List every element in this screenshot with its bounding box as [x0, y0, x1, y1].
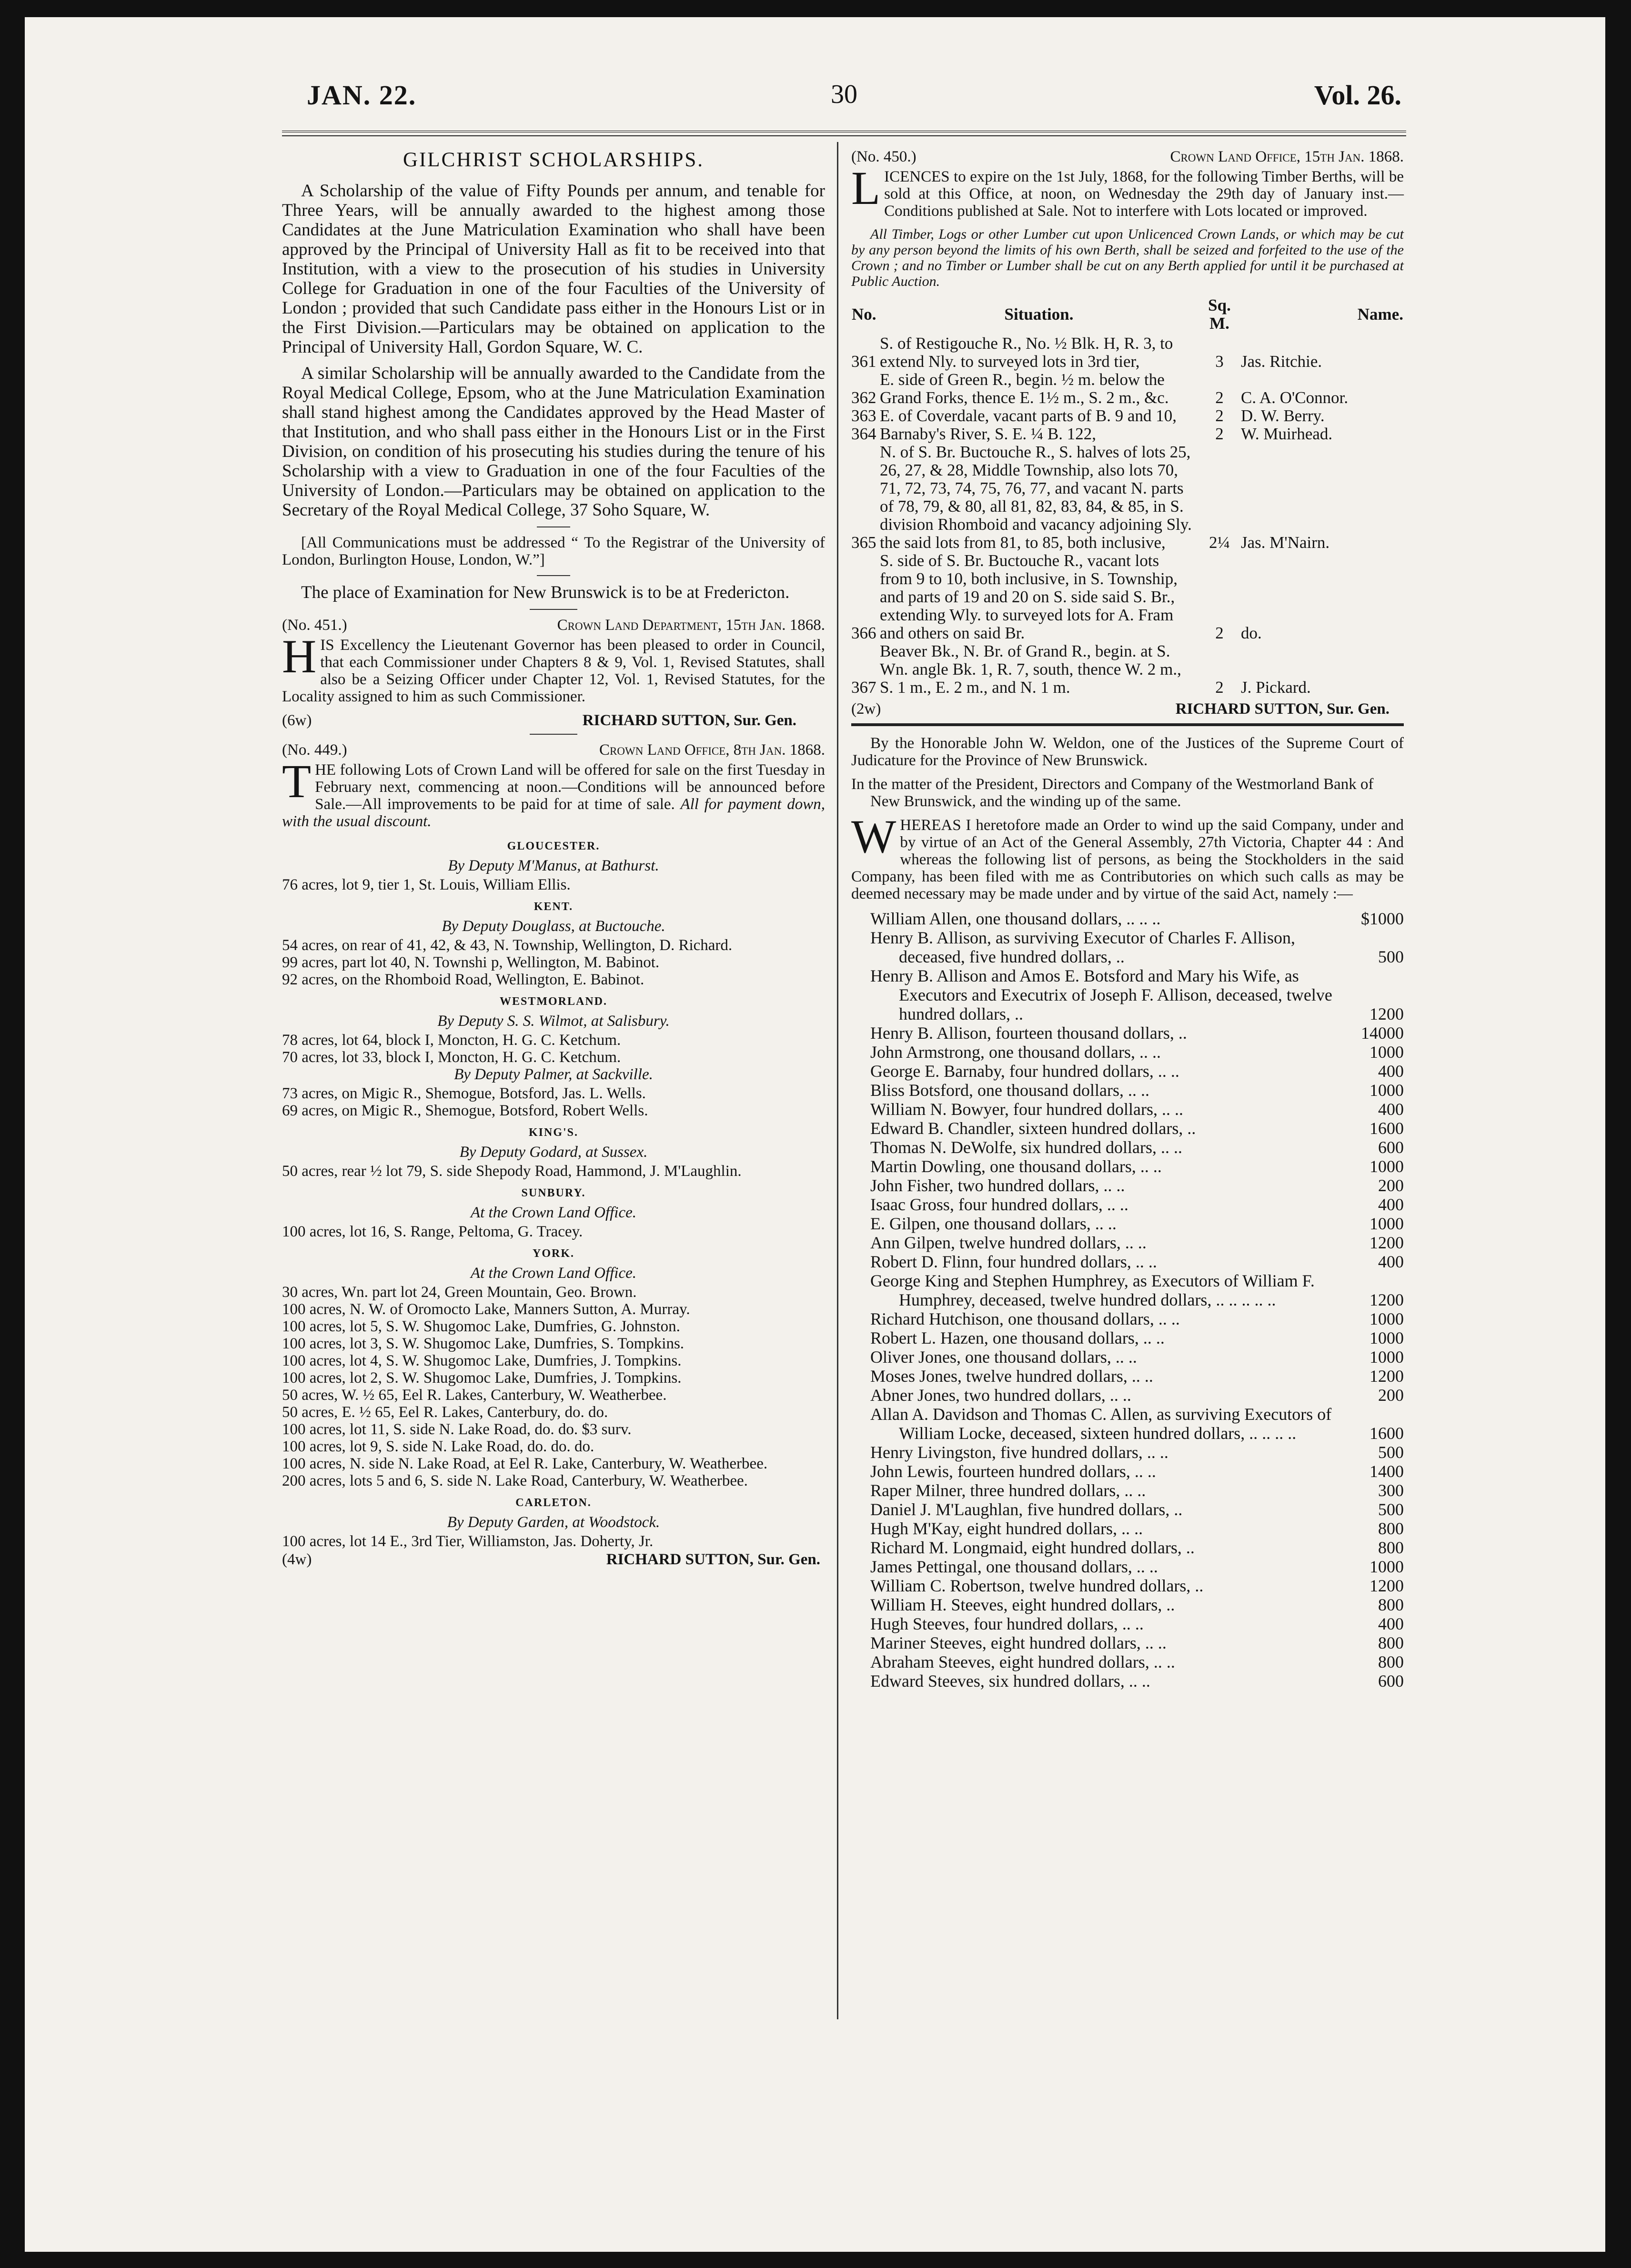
stockholder-amount: 500 [1378, 1443, 1404, 1462]
berth-square-miles: 3 [1215, 352, 1224, 371]
stockholder-name: Oliver Jones, one thousand dollars, .. .. [870, 1347, 1137, 1367]
deputy-line: By Deputy S. S. Wilmot, at Salisbury. [437, 1012, 670, 1030]
lot-entry: 100 acres, lot 14 E., 3rd Tier, Williamston, Jas. Doherty, Jr. [282, 1533, 654, 1550]
stockholder-name: Martin Dowling, one thousand dollars, .. .. [870, 1157, 1162, 1176]
stockholder-amount: 800 [1378, 1595, 1404, 1614]
stockholder-amount: 1000 [1369, 1214, 1404, 1233]
stockholder-row [870, 1576, 1404, 1595]
lot-entry: 30 acres, Wn. part lot 24, Green Mountain, Geo. Brown. [282, 1284, 637, 1301]
lot-entry: 54 acres, on rear of 41, 42, & 43, N. Township, Wellington, D. Richard. [282, 937, 733, 954]
stockholder-name: John Armstrong, one thousand dollars, .. .. [870, 1043, 1161, 1062]
lot-entry: 100 acres, lot 9, S. side N. Lake Road, do. do. do. [282, 1438, 594, 1455]
stockholder-row [870, 1157, 1404, 1176]
lot-entry: 76 acres, lot 9, tier 1, St. Louis, William Ellis. [282, 876, 571, 893]
stockholder-row [870, 1633, 1404, 1652]
lot-entry: 100 acres, lot 16, S. Range, Peltoma, G. Tracey. [282, 1223, 583, 1240]
stockholder-name: Moses Jones, twelve hundred dollars, .. .. [870, 1367, 1153, 1386]
berth-name: W. Muirhead. [1241, 425, 1333, 443]
county-heading: KING'S. [528, 1126, 579, 1139]
lot-entry: 100 acres, lot 3, S. W. Shugomoc Lake, Dumfries, S. Tompkins. [282, 1335, 685, 1352]
stockholder-row [870, 909, 1404, 928]
stockholder-name: Robert L. Hazen, one thousand dollars, .. .. [870, 1328, 1165, 1347]
berth-number: 362 [851, 388, 876, 407]
col-situation: Situation. [1004, 305, 1074, 324]
gilchrist-note: [All Communications must be addressed “ To the Registrar of the University of London, Burlington House, London, W.”] [282, 534, 825, 568]
berth-row [851, 425, 1404, 443]
berth-situation: E. side of Green R., begin. ½ m. below the Grand Forks, thence E. 1½ m., S. 2 m., &c. [880, 370, 1169, 407]
berth-square-miles: 2 [1215, 406, 1224, 425]
berth-situation: S. of Restigouche R., No. ½ Blk. H, R. 3, to extend Nly. to surveyed lots in 3rd tier, [880, 334, 1173, 371]
stockholder-amount: 1000 [1369, 1043, 1404, 1062]
stockholder-amount: 1000 [1369, 1157, 1404, 1176]
signature: RICHARD SUTTON, Sur. Gen. [606, 1551, 820, 1568]
stockholder-amount: 500 [1378, 1500, 1404, 1519]
berth-number: 366 [851, 624, 876, 642]
berth-number: 364 [851, 425, 876, 443]
stockholder-row [870, 966, 1404, 1023]
drop-capital: H [282, 630, 317, 683]
stockholder-row [870, 1081, 1404, 1100]
stockholder-amount: 1600 [1369, 1119, 1404, 1138]
berth-row [851, 407, 1404, 425]
stockholder-name: Henry B. Allison, as surviving Executor of Charles F. Allison, deceased, five hundred dollars, .. [870, 928, 1296, 966]
stockholder-name: John Lewis, fourteen hundred dollars, .. .. [870, 1462, 1156, 1481]
county-heading: YORK. [533, 1247, 574, 1260]
county-heading: WESTMORLAND. [499, 995, 608, 1008]
notice-450 [851, 148, 1404, 718]
crown-lots [282, 837, 825, 1550]
gilchrist-exam-place: The place of Examination for New Brunswick is to be at Fredericton. [301, 583, 790, 602]
stockholder-amount: 400 [1378, 1195, 1404, 1214]
stockholder-row [870, 1519, 1404, 1538]
stockholder-row [870, 1595, 1404, 1614]
berth-name: do. [1241, 624, 1262, 642]
separator [537, 575, 570, 576]
stockholder-name: Edward B. Chandler, sixteen hundred dollars, .. [870, 1119, 1196, 1138]
stockholder-row [870, 1195, 1404, 1214]
stockholder-row [870, 1652, 1404, 1671]
gilchrist-title: GILCHRIST SCHOLARSHIPS. [403, 149, 705, 171]
deputy-line: At the Crown Land Office. [470, 1204, 636, 1221]
stockholder-amount: 400 [1378, 1252, 1404, 1271]
berth-square-miles: 2 [1215, 624, 1224, 642]
berth-situation: Barnaby's River, S. E. ¼ B. 122, [880, 425, 1097, 443]
stockholder-amount: 800 [1378, 1652, 1404, 1671]
notice-449 [282, 741, 825, 1568]
notice-italic-text: All for payment down, with the usual discount. [282, 796, 826, 830]
stockholder-name: Raper Milner, three hundred dollars, .. .. [870, 1481, 1146, 1500]
berth-number: 367 [851, 678, 876, 697]
stockholder-row [870, 1614, 1404, 1633]
stockholder-name: John Fisher, two hundred dollars, .. .. [870, 1176, 1125, 1195]
lot-entry: 92 acres, on the Rhomboid Road, Wellington, E. Babinot. [282, 971, 644, 988]
stockholder-name: Edward Steeves, six hundred dollars, .. .. [870, 1671, 1150, 1691]
stockholder-row [870, 1671, 1404, 1691]
lot-entry: 100 acres, lot 2, S. W. Shugomoc Lake, Dumfries, J. Tompkins. [282, 1369, 682, 1387]
stockholder-amount: 1600 [1369, 1424, 1404, 1443]
stockholder-amount: 1000 [1369, 1557, 1404, 1576]
separator [530, 734, 577, 735]
stockholder-row [870, 1119, 1404, 1138]
lot-entry: 73 acres, on Migic R., Shemogue, Botsford, Jas. L. Wells. [282, 1085, 646, 1102]
berth-situation: N. of S. Br. Buctouche R., S. halves of lots 25, 26, 27, & 28, Middle Township, also lots 70, 71, 72, 73, 74, 75, 76, 77, and vacant N. parts of 78, 79, & 80, all 81, 82, 83, 84, & 85, in S. division Rhomboid and vacancy adjoining Sly. the said lots from 81, to 85, both inclusive, [880, 443, 1192, 552]
stockholder-row [870, 1233, 1404, 1252]
stockholder-row [870, 1100, 1404, 1119]
stockholder-name: Abner Jones, two hundred dollars, .. .. [870, 1386, 1131, 1405]
stockholder-name: Daniel J. M'Laughlan, five hundred dollars, .. [870, 1500, 1183, 1519]
stockholder-amount: 300 [1378, 1481, 1404, 1500]
stockholder-amount: 1200 [1369, 1367, 1404, 1386]
col-no: No. [852, 305, 876, 324]
stockholder-row [870, 1481, 1404, 1500]
county-heading: KENT. [534, 901, 574, 913]
stockholder-name: Thomas N. DeWolfe, six hundred dollars, .. .. [870, 1138, 1182, 1157]
stockholder-amount: 1200 [1369, 1290, 1404, 1309]
stockholder-name: Abraham Steeves, eight hundred dollars, .. .. [870, 1652, 1175, 1671]
header-rule [282, 131, 1406, 136]
berth-situation: E. of Coverdale, vacant parts of B. 9 and 10, [880, 406, 1177, 425]
stockholder-row [870, 1367, 1404, 1386]
deputy-line: By Deputy Palmer, at Sackville. [454, 1066, 653, 1083]
berth-number: 363 [851, 406, 876, 425]
county-heading: CARLETON. [515, 1497, 592, 1509]
stockholder-amount: 1000 [1369, 1328, 1404, 1347]
notice-text: IS Excellency the Lieutenant Governor has been pleased to order in Council, that each Commissioner under Chapters 8 & 9, Vol. 1, Revised Statutes, shall also be a Seizing Officer under Chapter 12, Vol. 1, Revised Statutes, for the Locality assigned to him as such Commissioner. [282, 637, 825, 705]
lot-entry: 99 acres, part lot 40, N. Townshi p, Wellington, M. Babinot. [282, 954, 660, 971]
stockholder-amount: 800 [1378, 1633, 1404, 1652]
stockholder-amount: 1000 [1369, 1309, 1404, 1328]
insertion-count: (2w) [851, 700, 881, 718]
drop-capital: W [851, 810, 896, 863]
stockholder-row [870, 1538, 1404, 1557]
berth-square-miles: 2 [1215, 678, 1224, 697]
separator [530, 609, 577, 610]
stockholder-amount: 200 [1378, 1176, 1404, 1195]
notice-number: (No. 451.) [282, 617, 347, 634]
berth-row [851, 334, 1404, 371]
lot-entry: 100 acres, lot 4, S. W. Shugomoc Lake, Dumfries, J. Tompkins. [282, 1352, 682, 1369]
stockholder-row [870, 1328, 1404, 1347]
stockholder-name: Henry Livingston, five hundred dollars, .. .. [870, 1443, 1168, 1462]
notice-number: (No. 450.) [851, 148, 916, 165]
stockholder-amount: 400 [1378, 1614, 1404, 1633]
deputy-line: By Deputy M'Manus, at Bathurst. [448, 857, 659, 874]
stockholder-amount: 1000 [1369, 1347, 1404, 1367]
page-header [282, 79, 1406, 132]
lot-entry: 100 acres, N. W. of Oromocto Lake, Manners Sutton, A. Murray. [282, 1301, 690, 1318]
stockholder-amount: 14000 [1361, 1023, 1404, 1043]
stockholder-amount: 800 [1378, 1519, 1404, 1538]
berth-row [851, 642, 1404, 697]
issue-date: JAN. 22. [307, 80, 417, 111]
stockholder-row [870, 1214, 1404, 1233]
stockholder-amount: 400 [1378, 1100, 1404, 1119]
stockholder-name: William C. Robertson, twelve hundred dollars, .. [870, 1576, 1204, 1595]
stockholder-amount: 600 [1378, 1671, 1404, 1691]
separator [537, 526, 570, 527]
berth-square-miles: 2¼ [1209, 533, 1230, 552]
berth-square-miles: 2 [1215, 388, 1224, 407]
stockholder-name: Robert D. Flinn, four hundred dollars, .. .. [870, 1252, 1157, 1271]
notice-office: Crown Land Office, 8th Jan. 1868. [599, 741, 825, 759]
insertion-count: (6w) [282, 712, 312, 729]
stockholder-row [870, 1138, 1404, 1157]
volume-number: Vol. 26. [1314, 80, 1401, 111]
section-rule [851, 723, 1404, 726]
stockholder-name: Mariner Steeves, eight hundred dollars, .. .. [870, 1633, 1167, 1652]
stockholder-row [870, 1386, 1404, 1405]
berth-name: J. Pickard. [1241, 678, 1311, 697]
stockholder-row [870, 1443, 1404, 1462]
lot-entry: 100 acres, N. side N. Lake Road, at Eel R. Lake, Canterbury, W. Weatherbee. [282, 1455, 768, 1472]
drop-capital: L [851, 162, 881, 214]
stockholder-row [870, 1557, 1404, 1576]
left-column [282, 148, 825, 1573]
stockholder-amount: 1400 [1369, 1462, 1404, 1481]
signature: RICHARD SUTTON, Sur. Gen. [1175, 700, 1389, 718]
stockholder-amount: 1000 [1369, 1081, 1404, 1100]
stockholder-name: Bliss Botsford, one thousand dollars, .. .. [870, 1081, 1149, 1100]
col-name: Name. [1357, 305, 1403, 324]
stockholder-row [870, 1043, 1404, 1062]
berth-situation: Beaver Bk., N. Br. of Grand R., begin. at S. Wn. angle Bk. 1, R. 7, south, thence W. 2 m., S. 1 m., E. 2 m., and N. 1 m. [880, 642, 1181, 697]
stockholder-name: William N. Bowyer, four hundred dollars, .. .. [870, 1100, 1183, 1119]
lot-entry: 50 acres, W. ½ 65, Eel R. Lakes, Canterbury, W. Weatherbee. [282, 1387, 667, 1404]
drop-capital: T [282, 755, 312, 808]
stockholder-name: George King and Stephen Humphrey, as Executors of William F. Humphrey, deceased, twelve hundred dollars, .. .. .. .. .. [870, 1271, 1315, 1309]
timber-berths-table [851, 296, 1404, 697]
berth-square-miles: 2 [1215, 425, 1224, 443]
stockholder-row [870, 1252, 1404, 1271]
notice-451 [282, 617, 825, 729]
right-column [851, 148, 1404, 1691]
lot-entry: 100 acres, lot 5, S. W. Shugomoc Lake, Dumfries, G. Johnston. [282, 1318, 680, 1335]
lot-entry: 100 acres, lot 11, S. side N. Lake Road, do. do. $3 surv. [282, 1421, 632, 1438]
stockholder-name: Hugh Steeves, four hundred dollars, .. .. [870, 1614, 1144, 1633]
lot-entry: 69 acres, on Migic R., Shemogue, Botsford, Robert Wells. [282, 1102, 648, 1119]
stockholder-amount: $1000 [1361, 909, 1404, 928]
notice-text: HE following Lots of Crown Land will be offered for sale on the first Tuesday in February next, commencing at noon.—Conditions will be announced before Sale.—All improvements to be paid for at time of sale. [315, 761, 825, 813]
stockholder-name: Richard Hutchison, one thousand dollars, .. .. [870, 1309, 1180, 1328]
stockholder-amount: 500 [1378, 947, 1404, 966]
lot-entry: 50 acres, E. ½ 65, Eel R. Lakes, Canterbury, do. do. [282, 1404, 608, 1421]
weldon-intro: By the Honorable John W. Weldon, one of the Justices of the Supreme Court of Judicature for the Province of New Brunswick. [851, 735, 1404, 769]
stockholder-name: George E. Barnaby, four hundred dollars, .. .. [870, 1062, 1179, 1081]
stockholder-row [870, 1309, 1404, 1328]
stockholder-amount: 600 [1378, 1138, 1404, 1157]
gazette-page [25, 17, 1605, 2252]
stockholder-amount: 1200 [1369, 1576, 1404, 1595]
stockholder-name: E. Gilpen, one thousand dollars, .. .. [870, 1214, 1117, 1233]
stockholder-amount: 200 [1378, 1386, 1404, 1405]
berth-number: 365 [851, 533, 876, 552]
stockholder-name: Hugh M'Kay, eight hundred dollars, .. .. [870, 1519, 1143, 1538]
stockholder-row [870, 1500, 1404, 1519]
lot-entry: 50 acres, rear ½ lot 79, S. side Shepody Road, Hammond, J. M'Laughlin. [282, 1163, 742, 1180]
weldon-text: HEREAS I heretofore made an Order to wind up the said Company, under and by virtue of an Act of the General Assembly, 27th Victoria, Chapter 44 : And whereas the following list of persons, as being the Stockholders in the said Company, has been filed with me as Contributories on which such calls as may be deemed necessary may be made under and by virtue of the said Act, namely :— [851, 817, 1404, 902]
weldon-notice [851, 735, 1404, 1691]
signature: RICHARD SUTTON, Sur. Gen. [582, 712, 796, 729]
county-heading: GLOUCESTER. [507, 840, 600, 852]
berth-number: 361 [851, 352, 876, 371]
berth-row [851, 371, 1404, 407]
notice-office: Crown Land Department, 15th Jan. 1868. [557, 617, 825, 634]
stockholder-row [870, 1062, 1404, 1081]
notice-text: ICENCES to expire on the 1st July, 1868, for the following Timber Berths, will be sold at this Office, at noon, on Wednesday the 29th day of January inst.—Conditions published at Sale. Not to interfere with Lots located or improved. [884, 168, 1404, 220]
stockholder-row [870, 1347, 1404, 1367]
county-heading: SUNBURY. [521, 1187, 586, 1199]
deputy-line: By Deputy Douglass, at Buctouche. [442, 918, 665, 935]
stockholder-row [870, 1462, 1404, 1481]
stockholder-amount: 1200 [1369, 1004, 1404, 1023]
berth-name: Jas. Ritchie. [1241, 352, 1322, 371]
page-number: 30 [831, 80, 857, 109]
lot-entry: 78 acres, lot 64, block I, Moncton, H. G. C. Ketchum. [282, 1032, 621, 1049]
notice-office: Crown Land Office, 15th Jan. 1868. [1170, 148, 1404, 165]
gilchrist-para-2: A similar Scholarship will be annually awarded to the Candidate from the Royal Medical College, Epsom, who at the June Matriculation Examination shall stand highest among the Candidates approved by the Head Master of that Institution, and who shall pass either in the Honours List or in the First Division, on condition of his prosecuting his studies during the tenure of his Scholarship with a view to Graduation in one of the four Faculties of the University of London.—Particulars may be obtained on application to the Secretary of the Royal Medical College, 37 Soho Square, W. [282, 364, 825, 520]
stockholder-name: Henry B. Allison, fourteen thousand dollars, .. [870, 1023, 1187, 1043]
stockholder-amount: 400 [1378, 1062, 1404, 1081]
stockholder-amount: 800 [1378, 1538, 1404, 1557]
stockholder-name: Isaac Gross, four hundred dollars, .. .. [870, 1195, 1128, 1214]
stockholder-row [870, 1176, 1404, 1195]
stockholder-name: Richard M. Longmaid, eight hundred dollars, .. [870, 1538, 1195, 1557]
berth-name: Jas. M'Nairn. [1241, 533, 1330, 552]
stockholder-row [870, 1023, 1404, 1043]
stockholder-name: Henry B. Allison and Amos E. Botsford and Mary his Wife, as Executors and Executrix of Joseph F. Allison, deceased, twelve hundred dollars, .. [870, 966, 1332, 1023]
insertion-count: (4w) [282, 1551, 312, 1568]
stockholder-row [870, 928, 1404, 966]
berth-row [851, 552, 1404, 642]
stockholder-name: Allan A. Davidson and Thomas C. Allen, as surviving Executors of William Locke, deceased, sixteen hundred dollars, .. .. .. .. [870, 1405, 1332, 1443]
stockholder-name: William H. Steeves, eight hundred dollars, .. [870, 1595, 1175, 1614]
deputy-line: By Deputy Garden, at Woodstock. [447, 1514, 660, 1531]
notice-number: (No. 449.) [282, 741, 347, 759]
stockholder-row [870, 1405, 1404, 1443]
weldon-matter: In the matter of the President, Directors and Company of the Westmorland Bank of New Brunswick, and the winding up of the same. [851, 776, 1374, 810]
stockholder-name: William Allen, one thousand dollars, .. .. .. [870, 909, 1161, 928]
col-sqm: Sq. M. [1208, 296, 1231, 333]
deputy-line: At the Crown Land Office. [470, 1265, 636, 1282]
stockholder-name: Ann Gilpen, twelve hundred dollars, .. .. [870, 1233, 1147, 1252]
stockholder-name: James Pettingal, one thousand dollars, .. .. [870, 1557, 1158, 1576]
stockholder-row [870, 1271, 1404, 1309]
timber-warning: All Timber, Logs or other Lumber cut upon Unlicenced Crown Lands, or which may be cut by any person beyond the limits of his own Berth, shall be seized and forfeited to the use of the Crown ; and no Timber or Lumber shall be cut on any Berth applied for until it be purchased at Public Auction. [851, 226, 1404, 289]
deputy-line: By Deputy Godard, at Sussex. [459, 1144, 648, 1161]
berth-row [851, 443, 1404, 552]
stockholders-list [851, 909, 1404, 1691]
gilchrist-para-1: A Scholarship of the value of Fifty Pounds per annum, and tenable for Three Years, will be annually awarded to the highest among those Candidates at the June Matriculation Examination who shall have been approved by the Principal of University Hall as fit to be received into that Institution, with a view to the prosecution of his studies in University College for Graduation in one of the four Faculties of the University of London ; provided that such Candidate pass either in the Honours List or in the First Division.—Particulars may be obtained on application to the Principal of University Hall, Gordon Square, W. C. [282, 181, 825, 357]
berth-name: D. W. Berry. [1241, 406, 1325, 425]
column-divider [837, 142, 838, 2019]
lot-entry: 70 acres, lot 33, block I, Moncton, H. G. C. Ketchum. [282, 1049, 621, 1066]
berth-situation: S. side of S. Br. Buctouche R., vacant lots from 9 to 10, both inclusive, in S. Township, and parts of 19 and 20 on S. side said S. Br., extending Wly. to surveyed lots for A. Fram and others on said Br. [880, 551, 1178, 642]
lot-entry: 200 acres, lots 5 and 6, S. side N. Lake Road, Canterbury, W. Weatherbee. [282, 1472, 748, 1489]
berth-name: C. A. O'Connor. [1241, 388, 1349, 407]
stockholder-amount: 1200 [1369, 1233, 1404, 1252]
